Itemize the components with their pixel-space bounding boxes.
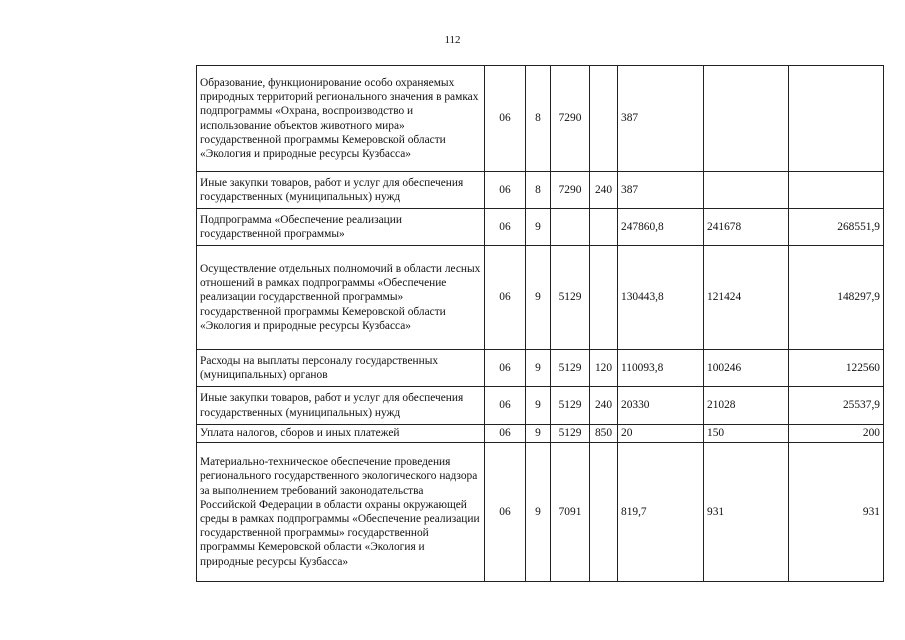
- year2-amount: 931: [704, 443, 789, 582]
- section-code: 06: [485, 172, 526, 209]
- section-code: 06: [485, 66, 526, 172]
- program-code: 9: [526, 246, 551, 350]
- year3-amount: 148297,9: [789, 246, 884, 350]
- article-code: 5129: [551, 425, 590, 443]
- year1-amount: 387: [618, 66, 704, 172]
- row-name: Образование, функционирование особо охраняемых природных территорий регионального значения в рамках подпрограммы «Охрана, воспроизводство и использование объектов животного мира» государственной программы Кемеровской области «Экология и природные ресурсы Кузбасса»: [197, 66, 485, 172]
- expense-type-code: 240: [590, 387, 618, 425]
- table-row: [197, 172, 884, 209]
- table-row: [197, 387, 884, 425]
- section-code: 06: [485, 209, 526, 246]
- row-name: Иные закупки товаров, работ и услуг для обеспечения государственных (муниципальных) нужд: [197, 172, 485, 209]
- program-code: 9: [526, 387, 551, 425]
- expense-type-code: 850: [590, 425, 618, 443]
- year2-amount: [704, 172, 789, 209]
- row-name: Материально-техническое обеспечение проведения регионального государственного экологического надзора за выполнением требований законодательства Российской Федерации в области охраны окружающей среды в рамках подпрограммы «Обеспечение реализации государственной программы» государственной программы Кемеровской области «Экология и природные ресурсы Кузбасса»: [197, 443, 485, 582]
- article-code: 7290: [551, 172, 590, 209]
- expense-type-code: [590, 66, 618, 172]
- expense-type-code: 120: [590, 350, 618, 387]
- program-code: 9: [526, 209, 551, 246]
- article-code: [551, 209, 590, 246]
- program-code: 8: [526, 66, 551, 172]
- year1-amount: 110093,8: [618, 350, 704, 387]
- table-row: [197, 425, 884, 443]
- article-code: 7290: [551, 66, 590, 172]
- section-code: 06: [485, 443, 526, 582]
- row-name: Расходы на выплаты персоналу государственных (муниципальных) органов: [197, 350, 485, 387]
- year1-amount: 247860,8: [618, 209, 704, 246]
- year3-amount: [789, 172, 884, 209]
- table-row: [197, 350, 884, 387]
- row-name: Осуществление отдельных полномочий в области лесных отношений в рамках подпрограммы «Обеспечение реализации государственной программы» государственной программы Кемеровской области «Экология и природные ресурсы Кузбасса»: [197, 246, 485, 350]
- expense-type-code: [590, 443, 618, 582]
- table-row: [197, 443, 884, 582]
- year2-amount: 121424: [704, 246, 789, 350]
- year2-amount: 21028: [704, 387, 789, 425]
- expense-type-code: [590, 246, 618, 350]
- year1-amount: 130443,8: [618, 246, 704, 350]
- article-code: 5129: [551, 350, 590, 387]
- year3-amount: [789, 66, 884, 172]
- table-row: [197, 66, 884, 172]
- section-code: 06: [485, 387, 526, 425]
- row-name: Уплата налогов, сборов и иных платежей: [197, 425, 485, 443]
- program-code: 8: [526, 172, 551, 209]
- table-row: [197, 209, 884, 246]
- expense-type-code: [590, 209, 618, 246]
- year3-amount: 268551,9: [789, 209, 884, 246]
- article-code: 5129: [551, 387, 590, 425]
- year2-amount: 241678: [704, 209, 789, 246]
- year1-amount: 20: [618, 425, 704, 443]
- section-code: 06: [485, 425, 526, 443]
- year2-amount: 150: [704, 425, 789, 443]
- budget-table: [196, 65, 884, 582]
- row-name: Иные закупки товаров, работ и услуг для обеспечения государственных (муниципальных) нужд: [197, 387, 485, 425]
- year3-amount: 931: [789, 443, 884, 582]
- table-row: [197, 246, 884, 350]
- section-code: 06: [485, 246, 526, 350]
- year1-amount: 819,7: [618, 443, 704, 582]
- year3-amount: 25537,9: [789, 387, 884, 425]
- year2-amount: [704, 66, 789, 172]
- page-number: 112: [444, 34, 461, 46]
- row-name: Подпрограмма «Обеспечение реализации государственной программы»: [197, 209, 485, 246]
- section-code: 06: [485, 350, 526, 387]
- article-code: 7091: [551, 443, 590, 582]
- year3-amount: 122560: [789, 350, 884, 387]
- year1-amount: 387: [618, 172, 704, 209]
- expense-type-code: 240: [590, 172, 618, 209]
- year1-amount: 20330: [618, 387, 704, 425]
- program-code: 9: [526, 443, 551, 582]
- year2-amount: 100246: [704, 350, 789, 387]
- program-code: 9: [526, 350, 551, 387]
- article-code: 5129: [551, 246, 590, 350]
- year3-amount: 200: [789, 425, 884, 443]
- program-code: 9: [526, 425, 551, 443]
